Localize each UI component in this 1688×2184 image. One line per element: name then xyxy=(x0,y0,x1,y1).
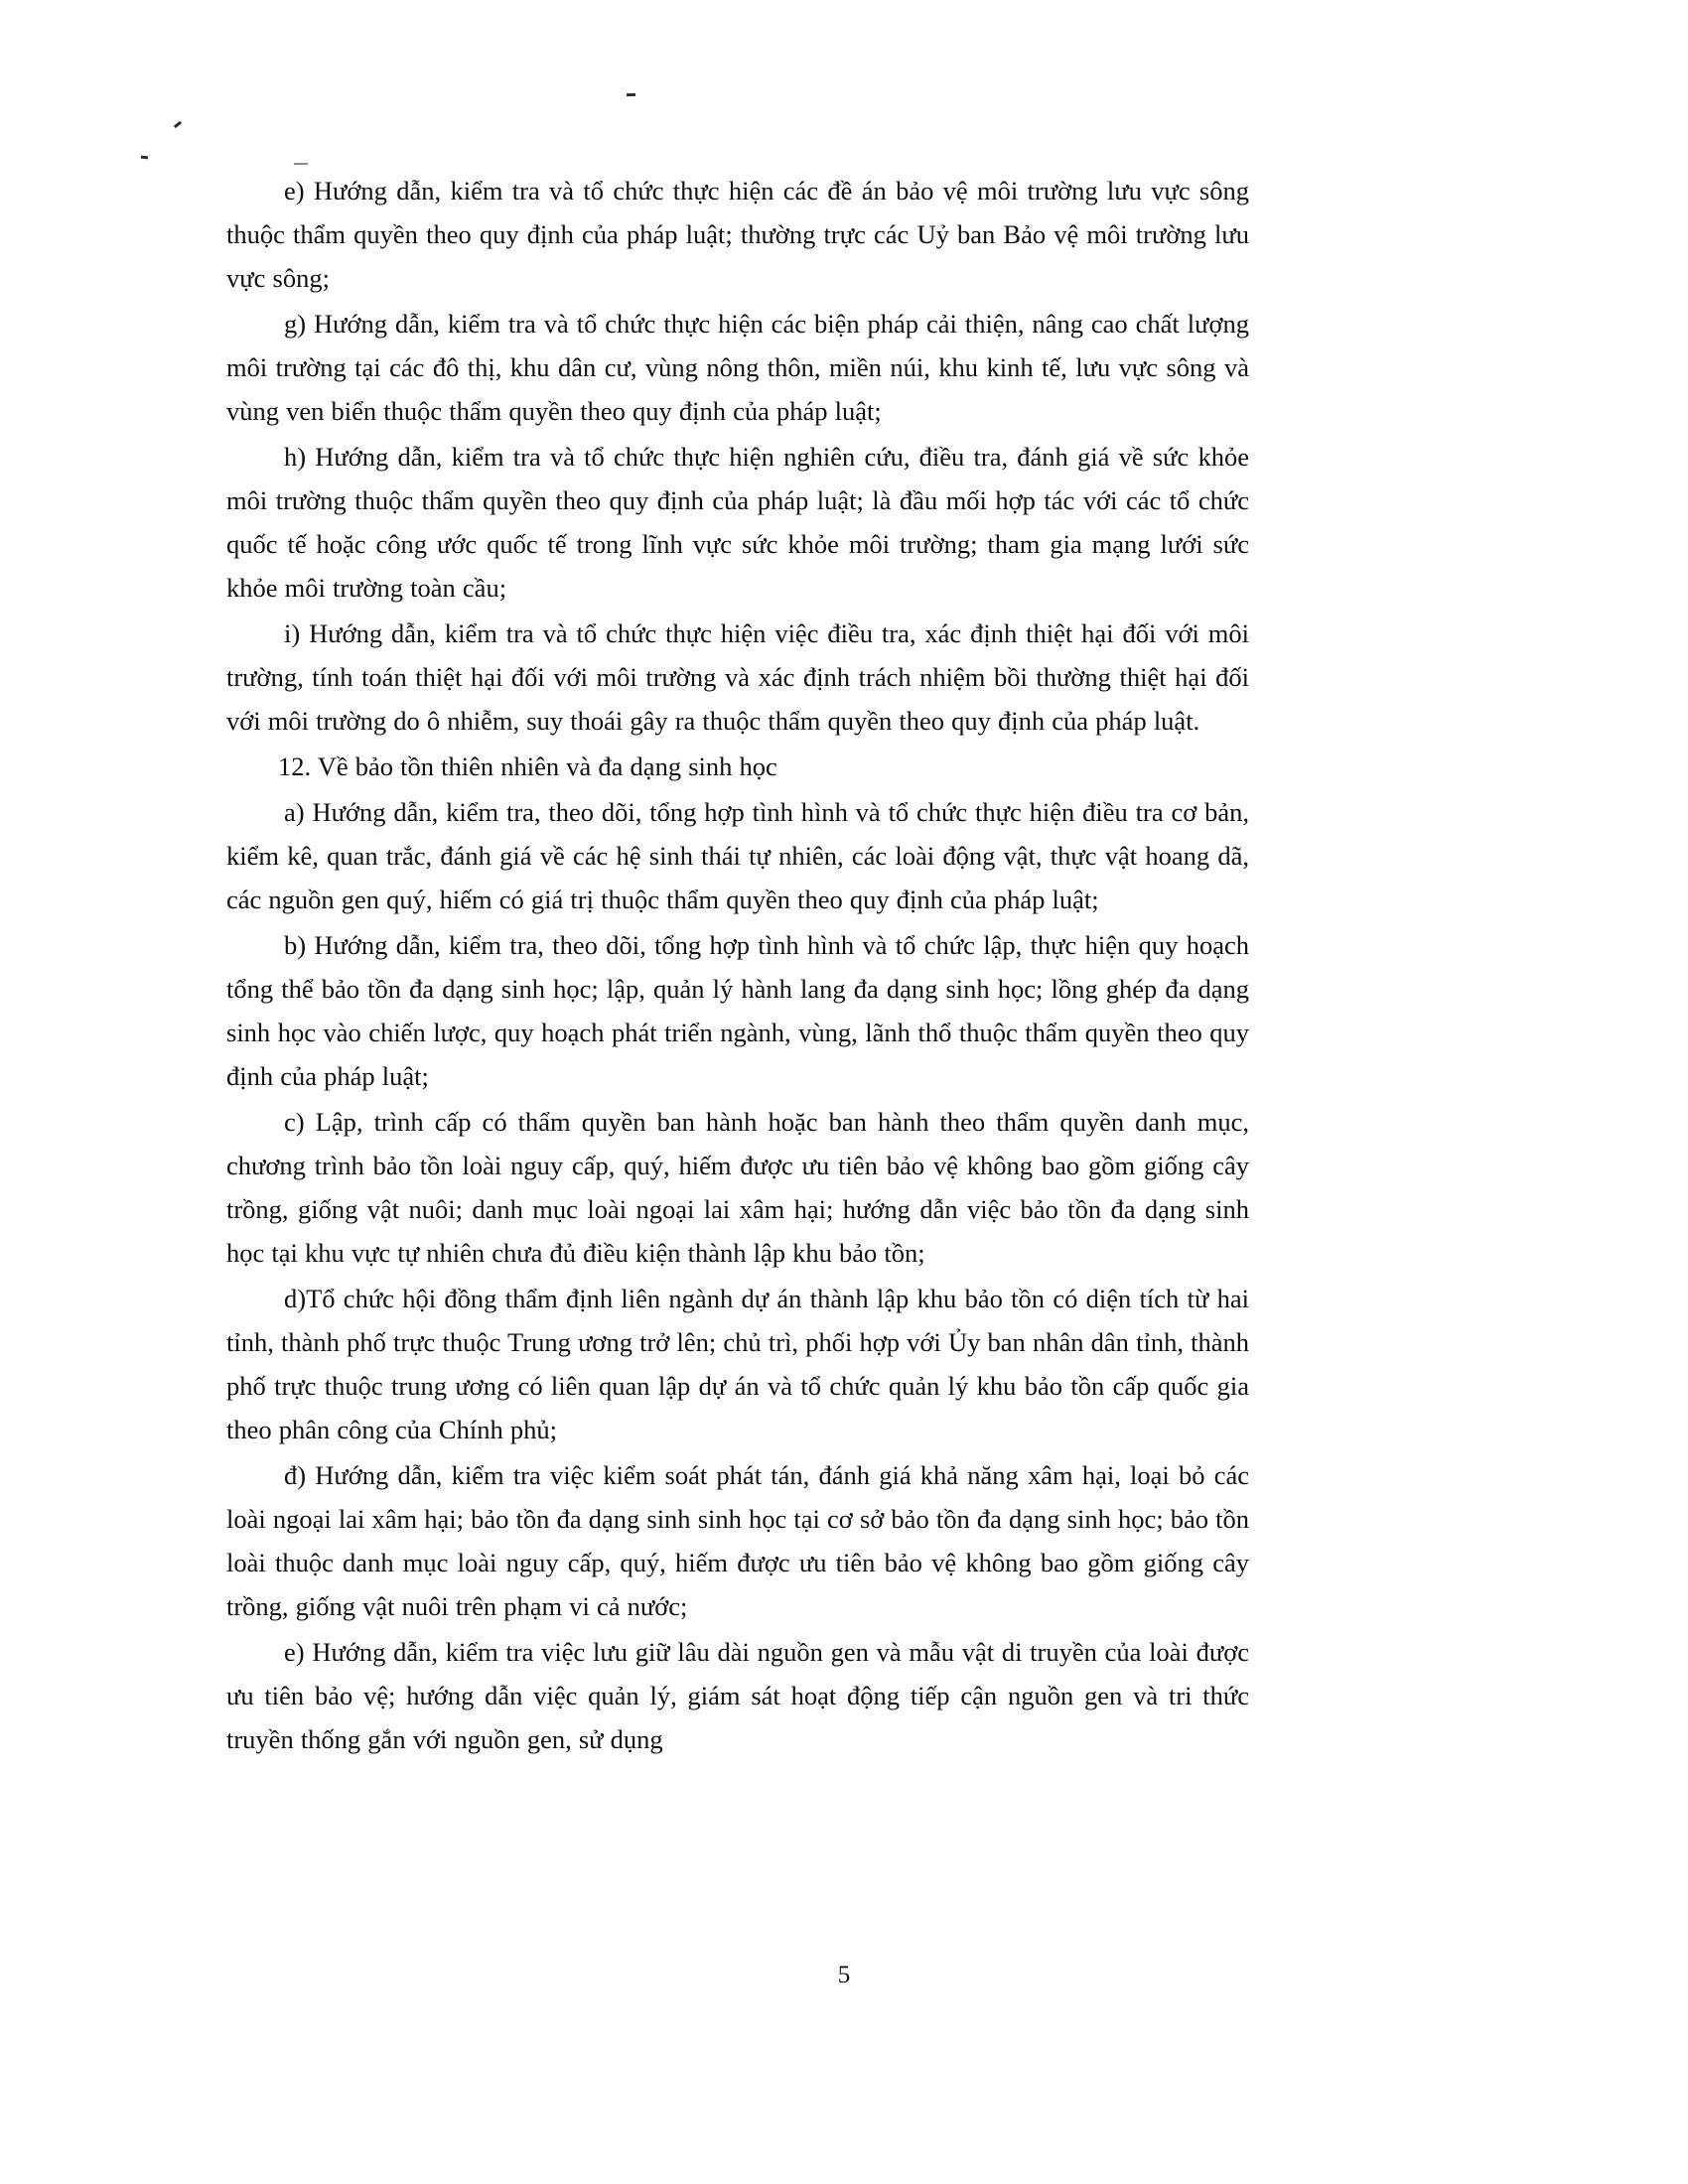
section-heading-12: 12. Về bảo tồn thiên nhiên và đa dạng sinh học xyxy=(278,751,777,781)
paragraph-e-luu-giu-nguon-gen: e) Hướng dẫn, kiểm tra việc lưu giữ lâu dài nguồn gen và mẫu vật di truyền của loài được ưu tiên bảo vệ; hướng dẫn việc quản lý, giám sát hoạt động tiếp cận nguồn gen và tri thức truyền thống gắn với nguồn gen, sử dụng xyxy=(226,1637,1249,1754)
paragraph-d-hoi-dong-tham-dinh: d)Tổ chức hội đồng thẩm định liên ngành dự án thành lập khu bảo tồn có diện tích từ hai tỉnh, thành phố trực thuộc Trung ương trở lên; chủ trì, phối hợp với Ủy ban nhân dân tỉnh, thành phố trực thuộc trung ương có liên quan lập dự án và tổ chức quản lý khu bảo tồn cấp quốc gia theo phân công của Chính phủ; xyxy=(226,1284,1249,1444)
paragraph-b-quy-hoach-da-dang-sinh-hoc: b) Hướng dẫn, kiểm tra, theo dõi, tổng hợp tình hình và tổ chức lập, thực hiện quy hoạch tổng thể bảo tồn đa dạng sinh học; lập, quản lý hành lang đa dạng sinh học; lồng ghép đa dạng sinh học vào chiến lược, quy hoạch phát triển ngành, vùng, lãnh thổ thuộc thẩm quyền theo quy định của pháp luật; xyxy=(226,930,1249,1091)
page-number: 5 xyxy=(837,1962,851,1988)
document-body xyxy=(226,169,1249,1761)
paragraph-a-dieu-tra-co-ban: a) Hướng dẫn, kiểm tra, theo dõi, tổng hợp tình hình và tổ chức thực hiện điều tra cơ bản, kiểm kê, quan trắc, đánh giá về các hệ sinh thái tự nhiên, các loài động vật, thực vật hoang dã, các nguồn gen quý, hiếm có giá trị thuộc thẩm quyền theo quy định của pháp luật; xyxy=(226,797,1249,914)
paragraph-g-cai-thien-moi-truong: g) Hướng dẫn, kiểm tra và tổ chức thực hiện các biện pháp cải thiện, nâng cao chất lượng môi trường tại các đô thị, khu dân cư, vùng nông thôn, miền núi, khu kinh tế, lưu vực sông và vùng ven biển thuộc thẩm quyền theo quy định của pháp luật; xyxy=(226,309,1249,426)
scan-artifact-top-icon xyxy=(627,93,635,96)
paragraph-dd-kiem-soat-phat-tan: đ) Hướng dẫn, kiểm tra việc kiểm soát phát tán, đánh giá khả năng xâm hại, loại bỏ các loài ngoại lai xâm hại; bảo tồn đa dạng sinh sinh học tại cơ sở bảo tồn đa dạng sinh học; bảo tồn loài thuộc danh mục loài nguy cấp, quý, hiếm được ưu tiên bảo vệ không bao gồm giống cây trồng, giống vật nuôi trên phạm vi cả nước; xyxy=(226,1460,1249,1621)
paragraph-i-thiet-hai-moi-truong: i) Hướng dẫn, kiểm tra và tổ chức thực hiện việc điều tra, xác định thiệt hại đối với môi trường, tính toán thiệt hại đối với môi trường và xác định trách nhiệm bồi thường thiệt hại đối với môi trường do ô nhiễm, suy thoái gây ra thuộc thẩm quyền theo quy định của pháp luật. xyxy=(226,618,1249,736)
paragraph-c-danh-muc-loai-nguy-cap: c) Lập, trình cấp có thẩm quyền ban hành hoặc ban hành theo thẩm quyền danh mục, chương trình bảo tồn loài nguy cấp, quý, hiếm được ưu tiên bảo vệ không bao gồm giống cây trồng, giống vật nuôi; danh mục loài ngoại lai xâm hại; hướng dẫn việc bảo tồn đa dạng sinh học tại khu vực tự nhiên chưa đủ điều kiện thành lập khu bảo tồn; xyxy=(226,1107,1249,1268)
paragraph-h-suc-khoe-moi-truong: h) Hướng dẫn, kiểm tra và tổ chức thực hiện nghiên cứu, điều tra, đánh giá về sức khỏe môi trường thuộc thẩm quyền theo quy định của pháp luật; là đầu mối hợp tác với các tổ chức quốc tế hoặc công ước quốc tế trong lĩnh vực sức khỏe môi trường; tham gia mạng lưới sức khỏe môi trường toàn cầu; xyxy=(226,442,1249,603)
scan-artifact-left-lower-icon xyxy=(141,156,148,160)
scan-artifact-left-upper-icon xyxy=(174,121,182,128)
scan-artifact-margin-dash-icon xyxy=(294,163,308,165)
paragraph-e-luu-vuc-song: e) Hướng dẫn, kiểm tra và tổ chức thực hiện các đề án bảo vệ môi trường lưu vực sông thuộc thẩm quyền theo quy định của pháp luật; thường trực các Uỷ ban Bảo vệ môi trường lưu vực sông; xyxy=(226,176,1249,293)
